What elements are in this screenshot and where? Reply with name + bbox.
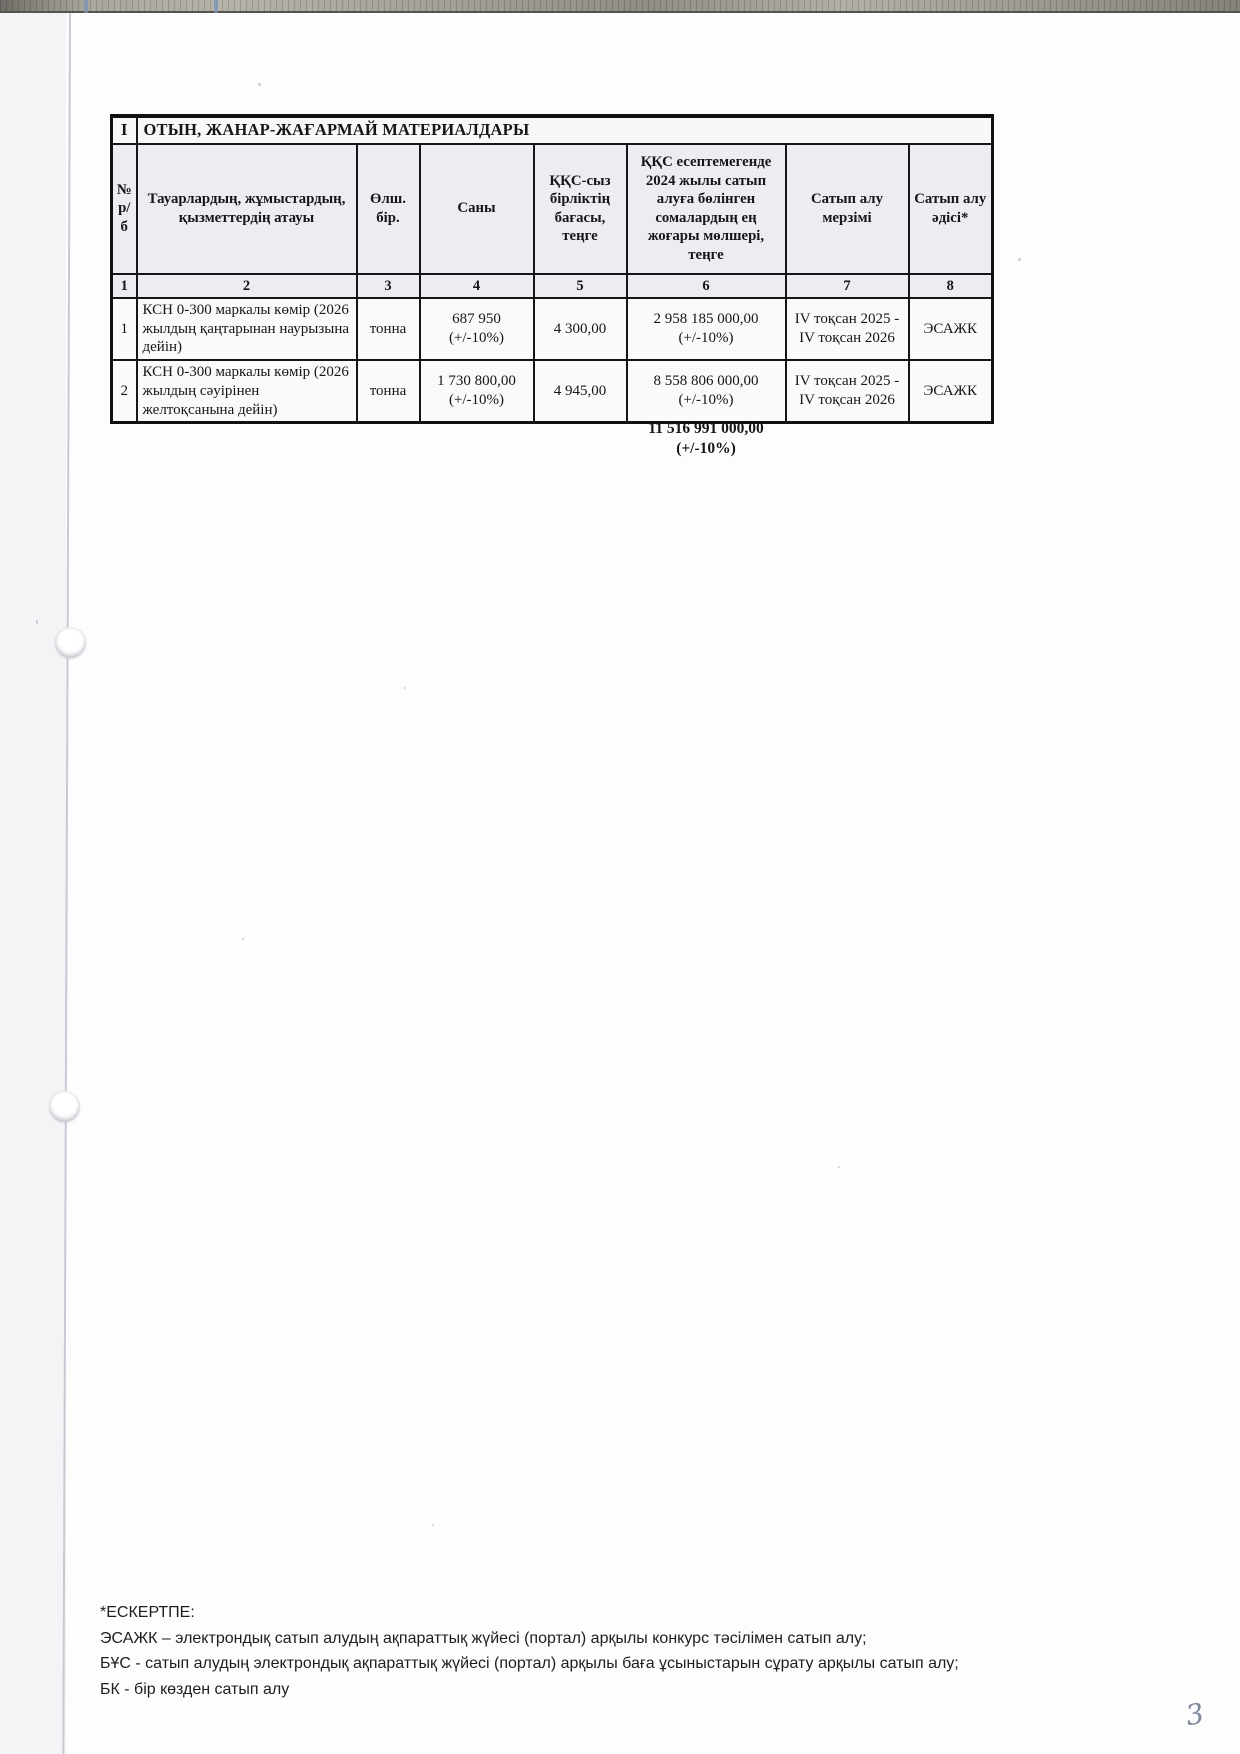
col-num: 3: [357, 274, 420, 298]
scanner-band-blue-mark: [84, 0, 88, 13]
handwritten-page-number: 3: [1183, 1696, 1207, 1733]
row-method: ЭСАЖК: [909, 360, 993, 423]
row-method: ЭСАЖК: [909, 298, 993, 360]
col-num: 1: [112, 274, 137, 298]
col-header-unit: Өлш. бір.: [357, 144, 420, 274]
period-end: IV тоқсан 2026: [799, 392, 895, 409]
row-unit: тонна: [357, 360, 420, 423]
row-qty: [420, 360, 534, 423]
scan-speck: [1018, 258, 1021, 261]
scan-speck: [838, 1166, 840, 1168]
punch-hole: [55, 627, 86, 658]
table-header-row: [112, 144, 993, 274]
scanner-edge-band: [0, 0, 1240, 13]
column-number-row: [112, 274, 993, 298]
qty-value: 687 950: [452, 311, 501, 328]
col-num: 5: [534, 274, 627, 298]
col-header-amount: ҚҚС есептемегенде 2024 жылы сатып алуға бөлінген сомалардың ең жоғары мөлшері, теңге: [627, 144, 786, 274]
scan-speck: [242, 938, 244, 940]
scan-speck: [36, 620, 38, 624]
row-no: 2: [112, 360, 137, 423]
row-name: КСН 0-300 маркалы көмір (2026 жылдың сәуірінен желтоқсанына дейін): [137, 360, 357, 423]
row-unit-price: 4 945,00: [534, 360, 627, 423]
footnote-title: *ЕСКЕРТПЕ:: [100, 1604, 195, 1621]
grand-total: [558, 419, 854, 459]
col-num: 2: [137, 274, 357, 298]
row-qty: [420, 298, 534, 360]
table-row: [112, 298, 993, 360]
page-left-margin: [0, 13, 66, 1754]
section-title: ОТЫН, ЖАНАР-ЖАҒАРМАЙ МАТЕРИАЛДАРЫ: [137, 116, 993, 144]
scan-speck: [258, 83, 261, 86]
col-header-price: ҚҚС-сыз бірліктің бағасы, теңге: [534, 144, 627, 274]
grand-total-value: 11 516 991 000,00: [648, 420, 764, 437]
row-amount: [627, 360, 786, 423]
col-num: 6: [627, 274, 786, 298]
period-end: IV тоқсан 2026: [799, 329, 895, 346]
scanner-band-texture: [0, 0, 1240, 11]
row-no: 1: [112, 298, 137, 360]
row-name: КСН 0-300 маркалы көмір (2026 жылдың қаңтарынан наурызына дейін): [137, 298, 357, 360]
row-period: [786, 298, 909, 360]
col-header-qty: Саны: [420, 144, 534, 274]
col-header-method: Сатып алу әдісі*: [909, 144, 993, 274]
footnote-line: БК - бір көзден сатып алу: [100, 1680, 290, 1698]
row-unit: тонна: [357, 298, 420, 360]
amount-tolerance: (+/-10%): [678, 392, 734, 409]
row-unit-price: 4 300,00: [534, 298, 627, 360]
section-title-row: [112, 116, 993, 144]
procurement-table: [110, 114, 994, 424]
col-num: 7: [786, 274, 909, 298]
grand-total-tolerance: (+/-10%): [676, 440, 736, 457]
col-header-name: Тауарлардың, жұмыстардың, қызметтердің атауы: [137, 144, 357, 274]
period-start: IV тоқсан 2025 -: [794, 311, 900, 328]
qty-value: 1 730 800,00: [437, 373, 516, 390]
scan-speck: [432, 1524, 434, 1526]
amount-value: 8 558 806 000,00: [653, 373, 759, 390]
col-header-no: № р/б: [112, 144, 137, 274]
footnotes: [100, 1600, 1100, 1702]
row-amount: [627, 298, 786, 360]
amount-tolerance: (+/-10%): [678, 329, 734, 346]
footnote-line: БҰС - сатып алудың электрондық ақпараттық жүйесі (портал) арқылы баға ұсыныстарын сұрату арқылы сатып алу;: [100, 1655, 959, 1672]
col-header-period: Сатып алу мерзімі: [786, 144, 909, 274]
period-start: IV тоқсан 2025 -: [794, 373, 900, 390]
col-num: 4: [420, 274, 534, 298]
qty-tolerance: (+/-10%): [448, 392, 505, 409]
table-row: [112, 360, 993, 423]
punch-hole: [49, 1091, 80, 1122]
col-num: 8: [909, 274, 993, 298]
section-index: I: [112, 116, 137, 144]
row-period: [786, 360, 909, 423]
scanner-band-blue-mark: [214, 0, 218, 13]
footnote-line: ЭСАЖК – электрондық сатып алудың ақпараттық жүйесі (портал) арқылы конкурс тәсілімен сатып алу;: [100, 1629, 867, 1647]
qty-tolerance: (+/-10%): [448, 329, 505, 346]
scan-speck: [404, 687, 406, 689]
amount-value: 2 958 185 000,00: [653, 311, 759, 328]
